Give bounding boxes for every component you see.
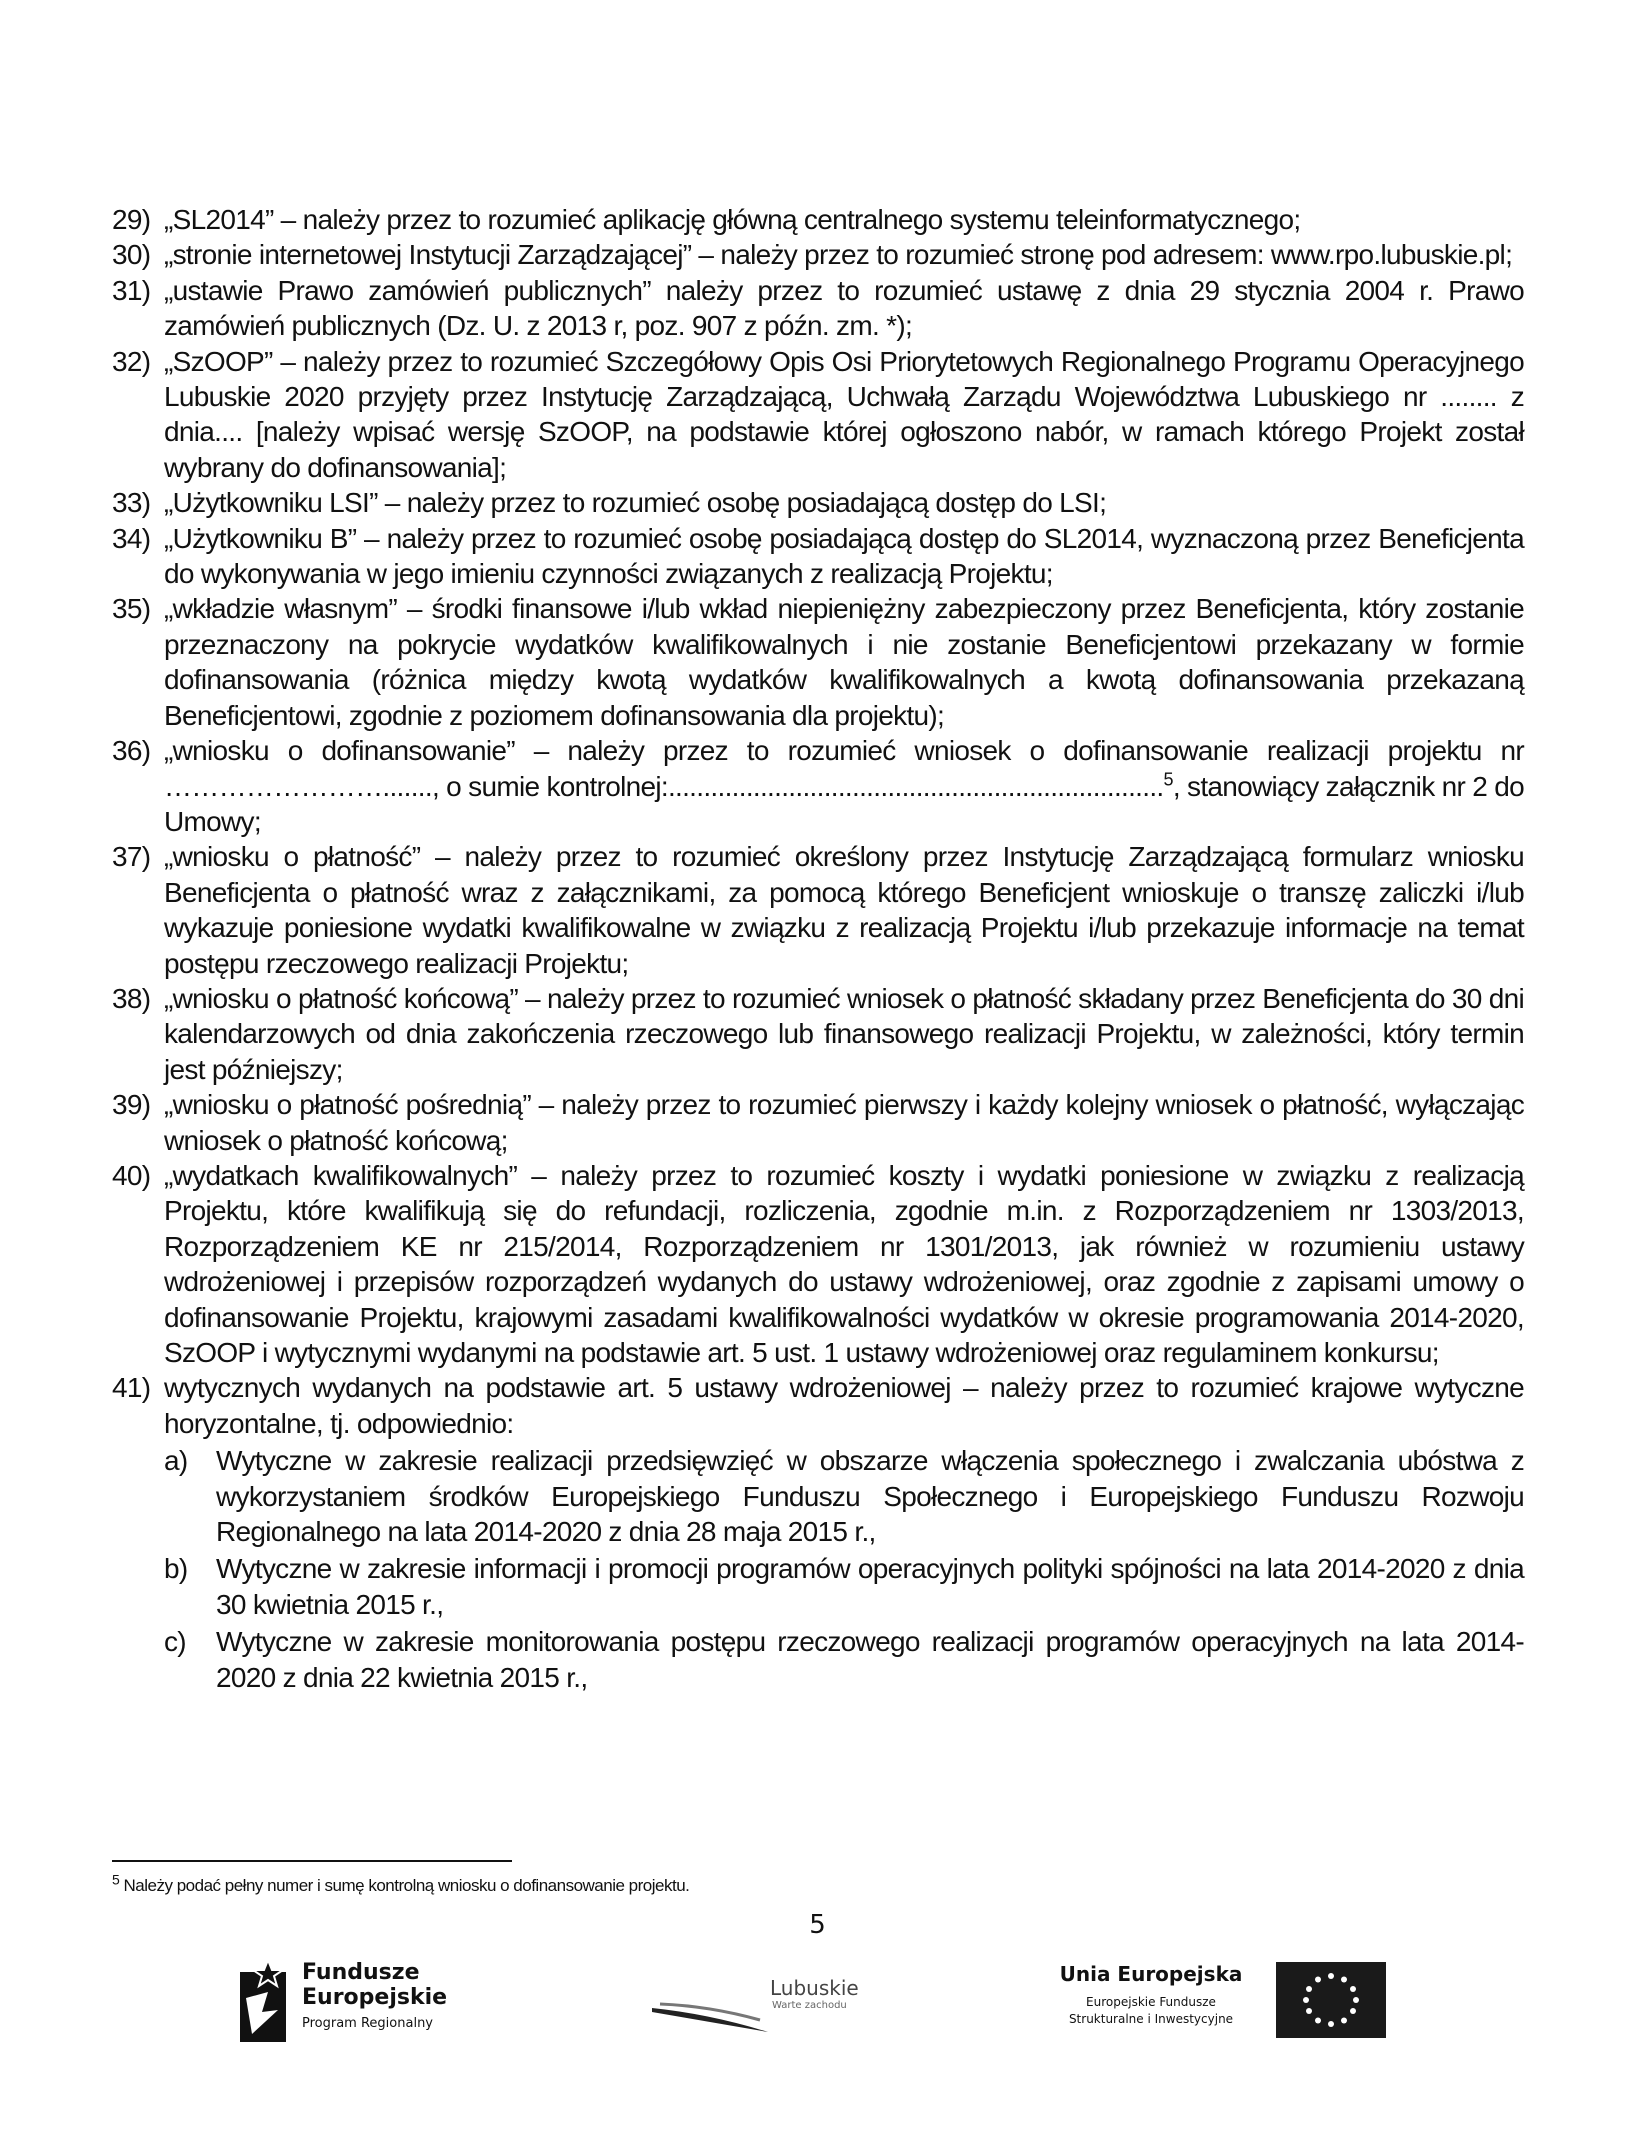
sub-item-label: b)	[164, 1553, 188, 1585]
fe-emblem-icon	[232, 1958, 294, 2048]
item-text: „stronie internetowej Instytucji Zarządzającej” – należy przez to rozumieć stronę pod adresem: www.rpo.lubuskie.pl;	[164, 239, 1513, 271]
definition-item-36	[112, 733, 1524, 839]
item-number: 34)	[112, 522, 151, 554]
footnote-text: Należy podać pełny numer i sumę kontrolną wniosku o dofinansowanie projektu.	[123, 1876, 690, 1895]
item-number: 29)	[112, 204, 151, 235]
item-text-continued: , stanowiący załącznik nr 2 do Umowy;	[164, 770, 1524, 837]
definition-item-32	[112, 344, 1524, 486]
item-number: 41)	[112, 1372, 151, 1404]
lubuskie-title: Lubuskie	[770, 1976, 859, 2000]
item-text: „Użytkowniku LSI” – należy przez to rozumieć osobę posiadającą dostęp do LSI;	[164, 487, 1107, 519]
unia-europejska-logo	[1036, 1958, 1406, 2048]
item-number: 36)	[112, 735, 151, 767]
definition-item-41	[112, 1370, 1524, 1695]
sub-item-c	[164, 1624, 1524, 1695]
item-text: „wniosku o płatność pośrednią” – należy przez to rozumieć pierwszy i każdy kolejny wniosek o płatność, wyłączając wniosek o płatność końcową;	[164, 1089, 1524, 1156]
item-number: 35)	[112, 593, 151, 625]
item-text: „wniosku o dofinansowanie” – należy przez to rozumieć wniosek o dofinansowanie realizacji projektu nr ……………………......., o sumie kontrolnej:......................................................................	[164, 735, 1524, 802]
fe-subtitle: Program Regionalny	[302, 2016, 433, 2031]
fundusze-europejskie-logo	[232, 1958, 492, 2048]
item-text: „wydatkach kwalifikowalnych” – należy przez to rozumieć koszty i wydatki poniesione w związku z realizacją Projektu, które kwalifikują się do refundacji, rozliczenia, zgodnie m.in. z Rozporządzeniem nr 1303/2013, Rozporządzeniem KE nr 215/2014, Rozporządzeniem nr 1301/2013, jak również w rozumieniu ustawy wdrożeniowej i przepisów rozporządzeń wydanych do ustawy wdrożeniowej, oraz zgodnie z zapisami umowy o dofinansowanie Projektu, krajowymi zasadami kwalifikowalności wydatków w okresie programowania 2014-2020, SzOOP i wytycznymi wydanymi na podstawie art. 5 ust. 1 ustawy wdrożeniowej oraz regulaminem konkursu;	[164, 1159, 1524, 1368]
footnote	[112, 1871, 690, 1896]
fe-title-line-1: Fundusze	[302, 1960, 420, 1985]
item-number: 38)	[112, 982, 151, 1014]
definition-item-38	[112, 981, 1524, 1087]
definition-item-30	[112, 237, 1524, 272]
definition-item-35	[112, 591, 1524, 733]
sub-item-b	[164, 1551, 1524, 1622]
sub-item-a	[164, 1443, 1524, 1549]
page-number: 5	[809, 1910, 826, 1940]
item-text: „Użytkowniku B” – należy przez to rozumieć osobę posiadającą dostęp do SL2014, wyznaczoną przez Beneficjenta do wykonywania w jego imieniu czynności związanych z realizacją Projektu;	[164, 522, 1524, 590]
item-number: 31)	[112, 274, 151, 306]
definition-item-34	[112, 521, 1524, 592]
fe-title-line-2: Europejskie	[302, 1985, 448, 2010]
footnote-reference: 5	[1163, 769, 1173, 790]
sub-item-label: c)	[164, 1626, 186, 1658]
sub-item-text: Wytyczne w zakresie realizacji przedsięwzięć w obszarze włączenia społecznego i zwalczania ubóstwa z wykorzystaniem środków Europejskiego Funduszu Społecznego i Europejskiego Funduszu Rozwoju Regionalnego na lata 2014-2020 z dnia 28 maja 2015 r.,	[216, 1445, 1524, 1548]
item-number: 40)	[112, 1159, 151, 1191]
sub-item-text: Wytyczne w zakresie monitorowania postępu rzeczowego realizacji programów operacyjnych na lata 2014-2020 z dnia 22 kwietnia 2015 r.,	[216, 1626, 1524, 1693]
item-text: „wkładzie własnym” – środki finansowe i/lub wkład niepieniężny zabezpieczony przez Beneficjenta, który zostanie przeznaczony na pokrycie wydatków kwalifikowalnych i nie zostanie Beneficjentowi przekazany w formie dofinansowania (różnica między kwotą wydatków kwalifikowalnych a kwotą dofinansowania przekazaną Beneficjentowi, zgodnie z poziomem dofinansowania dla projektu);	[164, 593, 1524, 731]
footnote-number: 5	[112, 1871, 120, 1888]
definition-item-37	[112, 839, 1524, 981]
lubuskie-logo	[650, 1958, 920, 2048]
footnote-divider	[112, 1860, 512, 1862]
item-text: „SzOOP” – należy przez to rozumieć Szczegółowy Opis Osi Priorytetowych Regionalnego Programu Operacyjnego Lubuskie 2020 przyjęty przez Instytucję Zarządzającą, Uchwałą Zarządu Województwa Lubuskiego nr ........ z dnia.... [należy wpisać wersję SzOOP, na podstawie której ogłoszono nabór, w ramach którego Projekt został wybrany do dofinansowania];	[164, 345, 1524, 483]
item-text: „SL2014” – należy przez to rozumieć aplikację główną centralnego systemu teleinformatycznego;	[164, 204, 1301, 235]
document-body	[112, 202, 1524, 1695]
item-number: 30)	[112, 239, 151, 271]
item-text: „wniosku o płatność” – należy przez to rozumieć określony przez Instytucję Zarządzającą formularz wniosku Beneficjenta o płatność wraz z załącznikami, za pomocą którego Beneficjent wnioskuje o transzę zaliczki i/lub wykazuje poniesione wydatki kwalifikowalne w związku z realizacją Projektu i/lub przekazuje informacje na temat postępu rzeczowego realizacji Projektu;	[164, 841, 1524, 979]
item-number: 37)	[112, 841, 151, 873]
ue-title: Unia Europejska	[1059, 1962, 1243, 1986]
definition-item-29	[112, 202, 1524, 237]
lubuskie-swoosh-icon	[650, 1958, 770, 2048]
sub-item-label: a)	[164, 1445, 188, 1477]
ue-subtitle-line-2: Strukturalne i Inwestycyjne	[1068, 2012, 1234, 2026]
item-number: 39)	[112, 1089, 151, 1121]
item-number: 33)	[112, 487, 151, 519]
item-text: „wniosku o płatność końcową” – należy przez to rozumieć wniosek o płatność składany przez Beneficjenta do 30 dni kalendarzowych od dnia zakończenia rzeczowego lub finansowego realizacji Projektu, w zależności, który termin jest późniejszy;	[164, 982, 1524, 1085]
item-number: 32)	[112, 345, 151, 377]
ue-subtitle-line-1: Europejskie Fundusze	[1086, 1995, 1216, 2009]
definition-item-33	[112, 485, 1524, 520]
item-text: wytycznych wydanych na podstawie art. 5 ustawy wdrożeniowej – należy przez to rozumieć krajowe wytyczne horyzontalne, tj. odpowiednio:	[164, 1372, 1524, 1439]
lubuskie-subtitle: Warte zachodu	[772, 2000, 847, 2011]
definition-item-39	[112, 1087, 1524, 1158]
definition-item-31	[112, 273, 1524, 344]
definition-item-40	[112, 1158, 1524, 1370]
eu-flag-icon	[1276, 1962, 1386, 2038]
sub-item-text: Wytyczne w zakresie informacji i promocji programów operacyjnych polityki spójności na lata 2014-2020 z dnia 30 kwietnia 2015 r.,	[216, 1553, 1524, 1620]
item-text: „ustawie Prawo zamówień publicznych” należy przez to rozumieć ustawę z dnia 29 stycznia 2004 r. Prawo zamówień publicznych (Dz. U. z 2013 r, poz. 907 z późn. zm. *);	[164, 274, 1524, 342]
